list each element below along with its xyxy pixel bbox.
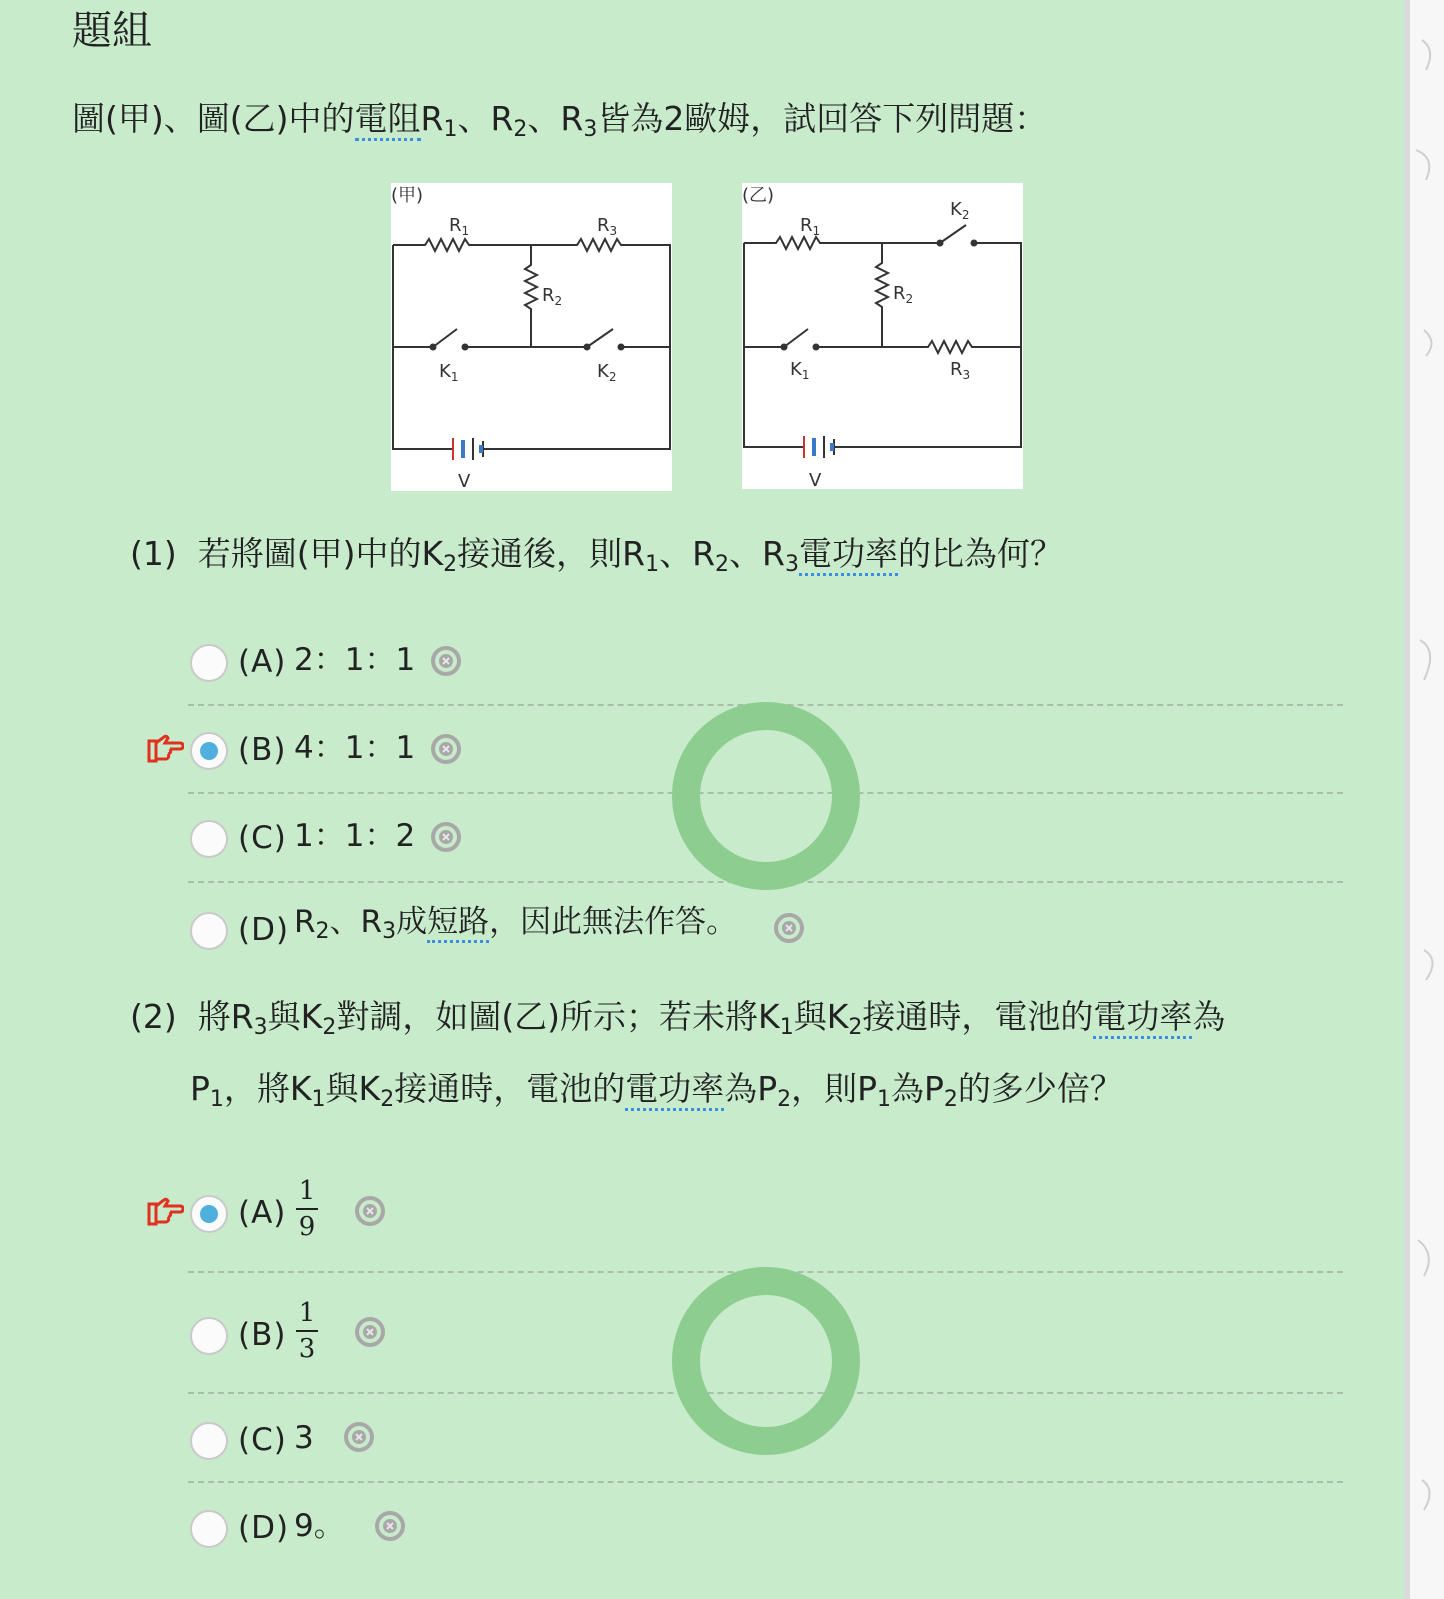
radio-button-selected[interactable] [190,732,228,770]
option-fraction: 1 9 [296,1177,318,1241]
eliminate-option-icon[interactable] [343,1421,375,1453]
glossary-term[interactable]: 短路 [427,904,489,943]
svg-text:R3: $R_3$ [950,359,971,382]
svg-text:R3: $R_3$ [597,215,618,238]
svg-text:R2: $R_2$ [542,285,563,308]
svg-text:K2: $K_2$ [597,361,617,384]
radio-button-selected[interactable] [190,1195,228,1233]
option-label: (D) [238,1510,290,1546]
question-2-text: (2) 將$R_3$與$K_2$對調，如圖(乙)所示；若未將$K_1$與$K_2$接通時，電池的電功率為 [130,997,1226,1040]
correct-answer-mark-icon [672,702,860,890]
option-divider [188,1481,1343,1483]
glossary-term[interactable]: 電功率 [1093,997,1192,1039]
svg-text:V: V [458,471,471,491]
option-text: $R_2$、$R_3$成短路，因此無法作答。 [294,904,738,944]
q2-option-a[interactable] [190,1176,340,1251]
page-title: 題組 [72,8,152,54]
svg-text:R1: $R_1$ [449,215,470,238]
pointing-hand-icon [146,1196,184,1226]
correct-answer-mark-icon [672,1267,860,1455]
decorative-doodle-icon [1404,0,1444,1599]
option-label: (A) [238,1195,287,1231]
glossary-term[interactable]: 電功率 [625,1069,724,1111]
eliminate-option-icon[interactable] [773,912,805,944]
eliminate-option-icon[interactable] [354,1316,386,1348]
glossary-term[interactable]: 電阻 [355,99,421,141]
glossary-term[interactable]: 電功率 [799,534,898,576]
eliminate-option-icon[interactable] [354,1195,386,1227]
radio-button[interactable] [190,912,228,950]
option-label: (D) [238,912,290,948]
option-label: (B) [238,732,287,768]
question-1-text: (1) 若將圖(甲)中的$K_2$接通後，則$R_1$、$R_2$、$R_3$電功率的比為何？ [130,534,1063,577]
q2-option-b[interactable] [190,1298,340,1373]
q1-option-d[interactable] [190,904,750,968]
question-intro: 圖(甲)、圖(乙)中的電阻$R_1$、$R_2$、$R_3$皆為2歐姆，試回答下列問題： [72,99,1048,142]
option-label: (A) [238,644,287,680]
svg-text:K2: $K_2$ [950,199,970,222]
circuit-figure-b [742,183,1023,489]
q2-option-c[interactable] [190,1422,340,1478]
svg-text:K1: $K_1$ [439,361,459,384]
scrollbar-edge [1404,0,1410,1599]
svg-text:V: V [809,470,822,489]
svg-text:R2: $R_2$ [893,283,914,306]
figure-b-tag: (乙) [742,185,775,206]
svg-text:K1: $K_1$ [790,359,810,382]
radio-button[interactable] [190,644,228,682]
radio-button[interactable] [190,820,228,858]
eliminate-option-icon[interactable] [430,821,462,853]
option-label: (B) [238,1317,287,1353]
circuit-figure-a [391,183,672,491]
eliminate-option-icon[interactable] [430,733,462,765]
radio-button[interactable] [190,1422,228,1460]
q2-option-d[interactable] [190,1508,345,1566]
svg-text:R1: $R_1$ [800,215,821,238]
figure-a-tag: (甲) [391,185,424,206]
scrollbar-track[interactable] [1404,0,1444,1599]
option-fraction: 1 3 [296,1299,318,1363]
option-label: (C) [238,1422,287,1458]
option-label: (C) [238,820,287,856]
eliminate-option-icon[interactable] [430,645,462,677]
option-text: 9。 [294,1508,345,1544]
question-2-text-line2: $P_1$，將$K_1$與$K_2$接通時，電池的電功率為$P_2$，則$P_1$為$P_2$的多少倍？ [190,1069,1123,1112]
radio-button[interactable] [190,1317,228,1355]
eliminate-option-icon[interactable] [374,1510,406,1542]
radio-button[interactable] [190,1510,228,1548]
option-text: 3 [294,1420,314,1456]
option-text: 1：1：2 [294,818,416,854]
pointing-hand-icon [146,733,184,763]
option-text: 2：1：1 [294,642,416,678]
option-text: 4：1：1 [294,730,416,766]
